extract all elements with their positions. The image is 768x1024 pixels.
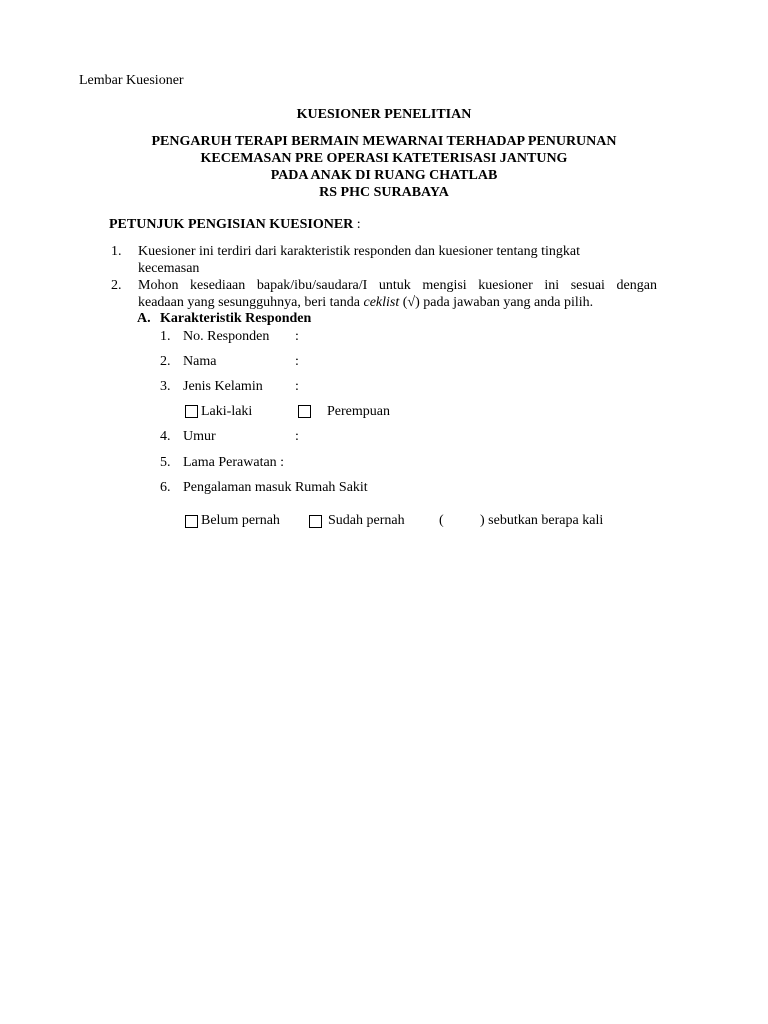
field-number-3: 3. <box>160 379 171 394</box>
field-label-name: Nama <box>183 354 217 369</box>
field-colon-age: : <box>295 429 299 444</box>
section-a-title: Karakteristik Responden <box>160 311 312 326</box>
research-title-line-3: PADA ANAK DI RUANG CHATLAB <box>270 168 498 183</box>
instruction-number-2: 2. <box>111 278 122 293</box>
section-a-letter: A. <box>137 311 151 326</box>
field-label-gender: Jenis Kelamin <box>183 379 263 394</box>
research-title-line-2: KECEMASAN PRE OPERASI KATETERISASI JANTUNG <box>200 151 568 166</box>
document-label: Lembar Kuesioner <box>79 73 184 88</box>
instruction-2-text-post: (√) pada jawaban yang anda pilih. <box>399 295 594 310</box>
field-label-hospital-experience: Pengalaman masuk Rumah Sakit <box>183 480 368 495</box>
field-number-1: 1. <box>160 329 171 344</box>
instruction-1-line-1: Kuesioner ini terdiri dari karakteristik responden dan kuesioner tentang tingkat <box>138 244 581 259</box>
times-mention-text: ) sebutkan berapa kali <box>480 513 604 528</box>
option-label-never: Belum pernah <box>201 513 280 528</box>
field-number-4: 4. <box>160 429 171 444</box>
field-label-respondent-no: No. Responden <box>183 329 270 344</box>
instructions-heading-colon: : <box>353 217 361 232</box>
option-label-ever: Sudah pernah <box>328 513 405 528</box>
field-number-6: 6. <box>160 480 171 495</box>
field-number-5: 5. <box>160 455 171 470</box>
instructions-heading-text: PETUNJUK PENGISIAN KUESIONER <box>109 217 354 232</box>
checkbox-female[interactable] <box>298 405 311 418</box>
checkbox-never[interactable] <box>185 515 198 528</box>
research-title-line-4: RS PHC SURABAYA <box>319 185 449 200</box>
field-colon-respondent-no: : <box>295 329 299 344</box>
instruction-1-line-2: kecemasan <box>138 261 200 276</box>
instruction-2-text-pre: keadaan yang sesungguhnya, beri tanda <box>138 295 364 310</box>
instruction-number-1: 1. <box>111 244 122 259</box>
research-title-line-1: PENGARUH TERAPI BERMAIN MEWARNAI TERHADAP PENURUNAN <box>151 134 617 149</box>
instruction-2-line-1: Mohon kesediaan bapak/ibu/saudara/I untuk mengisi kuesioner ini sesuai dengan <box>138 278 657 293</box>
field-number-2: 2. <box>160 354 171 369</box>
field-label-age: Umur <box>183 429 216 444</box>
field-label-length-of-stay: Lama Perawatan : <box>183 455 285 470</box>
checkbox-ever[interactable] <box>309 515 322 528</box>
instruction-2-text-emphasis: ceklist <box>363 295 400 310</box>
questionnaire-title: KUESIONER PENELITIAN <box>296 107 472 122</box>
option-label-female: Perempuan <box>327 404 390 419</box>
checkbox-male[interactable] <box>185 405 198 418</box>
field-colon-gender: : <box>295 379 299 394</box>
instruction-2-line-2 <box>138 295 593 312</box>
option-label-male: Laki-laki <box>201 404 253 419</box>
field-colon-name: : <box>295 354 299 369</box>
instructions-heading <box>109 217 361 234</box>
times-open-paren: ( <box>439 513 444 528</box>
